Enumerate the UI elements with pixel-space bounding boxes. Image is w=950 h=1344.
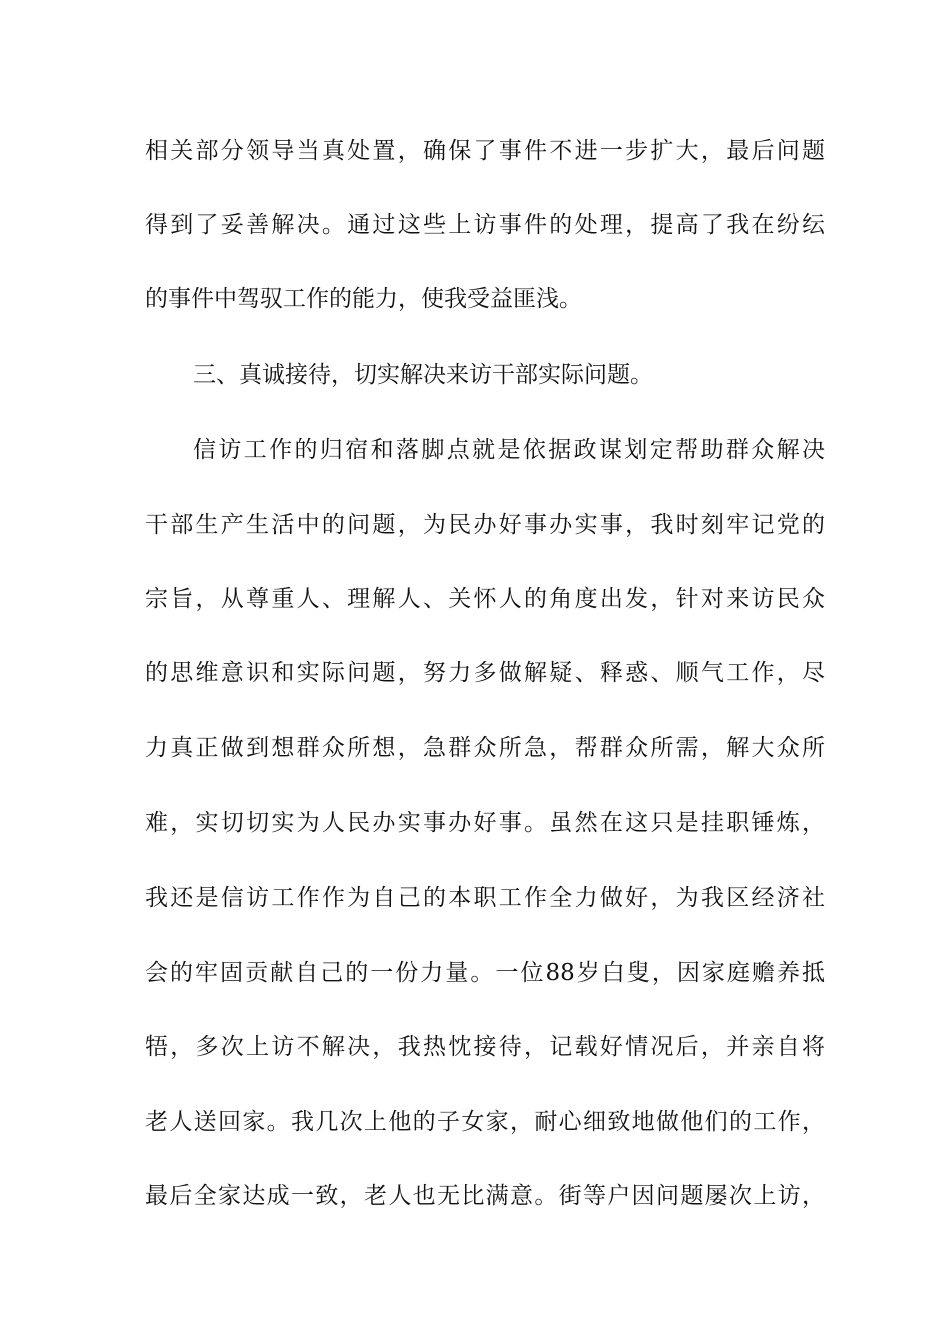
section-heading: 三、真诚接待，切实解决来访干部实际问题。 bbox=[193, 362, 653, 388]
text-line-13: 牾，多次上访不解决，我热忱接待，记载好情况后，并亲自将 bbox=[145, 1034, 825, 1060]
text-line-8: 的思维意识和实际问题，努力多做解疑、释惑、顺气工作，尽 bbox=[145, 660, 825, 686]
text-line-12: 会的牢固贡献自己的一份力量。一位88岁白叟，因家庭赡养抵 bbox=[145, 960, 825, 986]
text-line-1: 相关部分领导当真处置，确保了事件不进一步扩大，最后问题 bbox=[145, 138, 825, 164]
text-line-11: 我还是信访工作作为自己的本职工作全力做好，为我区经济社 bbox=[145, 885, 825, 911]
text-line-15: 最后全家达成一致，老人也无比满意。街等户因问题屡次上访， bbox=[145, 1183, 825, 1209]
text-line-14: 老人送回家。我几次上他的子女家，耐心细致地做他们的工作， bbox=[145, 1109, 825, 1135]
text-line-9: 力真正做到想群众所想，急群众所急，帮群众所需，解大众所 bbox=[145, 735, 825, 761]
text-line-10: 难，实切切实为人民办实事办好事。虽然在这只是挂职锤炼， bbox=[145, 810, 825, 836]
text-line-3: 的事件中驾驭工作的能力，使我受益匪浅。 bbox=[145, 286, 582, 312]
text-line-7: 宗旨，从尊重人、理解人、关怀人的角度出发，针对来访民众 bbox=[145, 586, 825, 612]
text-line-2: 得到了妥善解决。通过这些上访事件的处理，提高了我在纷纭 bbox=[145, 212, 825, 238]
text-line-5: 信访工作的归宿和落脚点就是依据政谋划定帮助群众解决 bbox=[193, 437, 825, 463]
text-line-6: 干部生产生活中的问题，为民办好事办实事，我时刻牢记党的 bbox=[145, 512, 825, 538]
